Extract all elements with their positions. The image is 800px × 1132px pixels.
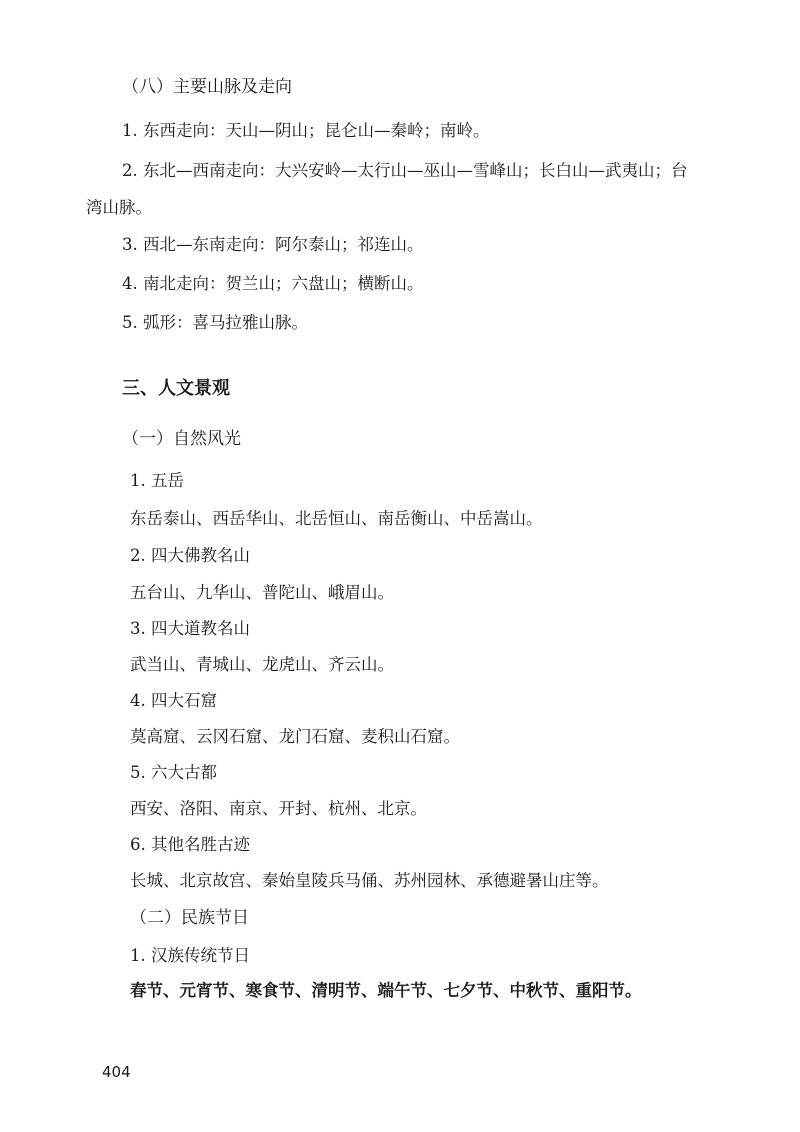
item-body: 莫高窟、云冈石窟、龙门石窟、麦积山石窟。 xyxy=(130,727,460,746)
item-body: 长城、北京故宫、秦始皇陵兵马俑、苏州园林、承德避暑山庄等。 xyxy=(130,871,609,890)
list-item: 2. 东北—西南走向：大兴安岭—太行山—巫山—雪峰山；长白山—武夷山；台 xyxy=(122,161,688,180)
list-item: 5. 弧形：喜马拉雅山脉。 xyxy=(122,313,308,332)
list-item: 4. 南北走向：贺兰山；六盘山；横断山。 xyxy=(122,274,424,293)
item-title: 6. 其他名胜古迹 xyxy=(130,835,250,854)
item-body: 武当山、青城山、龙虎山、齐云山。 xyxy=(130,655,394,674)
item-title: 1. 汉族传统节日 xyxy=(130,946,250,965)
item-body: 东岳泰山、西岳华山、北岳恒山、南岳衡山、中岳嵩山。 xyxy=(130,509,543,528)
section-heading-mountains: （八）主要山脉及走向 xyxy=(122,77,292,97)
subsection-heading-natural-scenery: （一）自然风光 xyxy=(122,429,241,449)
section-heading-cultural-landscape: 三、人文景观 xyxy=(122,378,230,399)
item-title: 1. 五岳 xyxy=(130,471,184,490)
subsection-heading-ethnic-festivals: （二）民族节日 xyxy=(130,908,249,928)
item-title: 5. 六大古都 xyxy=(130,763,217,782)
item-body: 五台山、九华山、普陀山、峨眉山。 xyxy=(130,583,394,602)
item-title: 2. 四大佛教名山 xyxy=(130,546,250,565)
item-title: 4. 四大石窟 xyxy=(130,691,217,710)
item-body: 西安、洛阳、南京、开封、杭州、北京。 xyxy=(130,799,427,818)
list-item-continuation: 湾山脉。 xyxy=(86,198,152,217)
list-item: 1. 东西走向：天山—阴山；昆仑山—秦岭；南岭。 xyxy=(122,121,490,140)
item-body: 春节、元宵节、寒食节、清明节、端午节、七夕节、中秋节、重阳节。 xyxy=(130,981,642,1000)
page-number: 404 xyxy=(102,1063,131,1081)
item-title: 3. 四大道教名山 xyxy=(130,619,250,638)
list-item: 3. 西北—东南走向：阿尔泰山；祁连山。 xyxy=(122,235,424,254)
